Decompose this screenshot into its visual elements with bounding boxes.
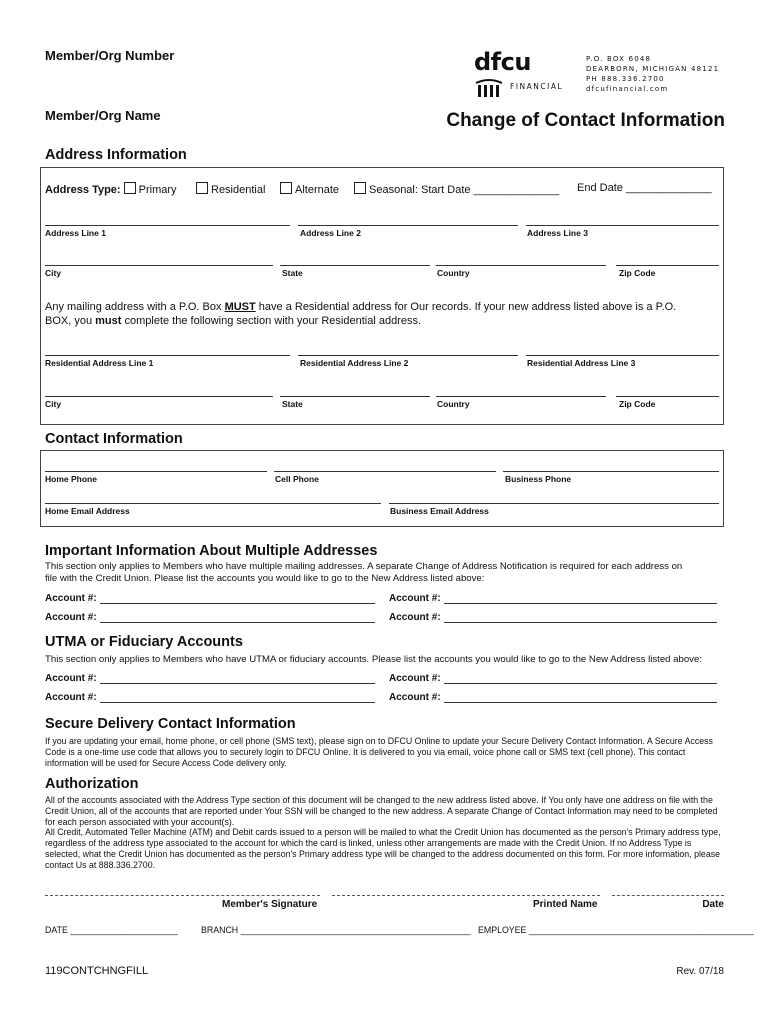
utma-account-3-input[interactable] [100, 702, 375, 703]
office-branch-field[interactable]: BRANCH _______________________________________________ [201, 925, 471, 935]
country-input[interactable] [436, 265, 606, 266]
country-label: Country [437, 268, 470, 278]
address-line-3-label: Address Line 3 [527, 228, 588, 238]
alternate-checkbox[interactable] [280, 182, 292, 194]
form-title: Change of Contact Information [446, 110, 725, 131]
home-phone-label: Home Phone [45, 474, 97, 484]
residential-checkbox[interactable] [196, 182, 208, 194]
office-employee-field[interactable]: EMPLOYEE ______________________________________________ [478, 925, 754, 935]
authorization-text: All of the accounts associated with the Address Type section of this document will be changed to the new address listed above. If You only have one address on file with the Credit Union, all of the accounts that are reported under Your SSN will be changed to the new address. A separate Change of Contact Information may need to be completed for each person associated with your account(s). All Credit, Automated Teller Machine (ATM) and Debit cards issued to a person will be mailed to what the Credit Union has documented as the person's Primary address type, regardless of the address type associated to the account for which the card is linked, unless other arrangements are made with the Credit Union. If no Address Type is selected, what the Credit Union has documented as the person's Primary address type will be changed to the address documented on this form. For more information, please contact Us at 888.336.2700. [45, 795, 721, 870]
utma-heading: UTMA or Fiduciary Accounts [45, 634, 243, 650]
secure-delivery-text: If you are updating your email, home phone, or cell phone (SMS text), please sign on to DFCU Online to update your Secure Delivery Contact Information. A Secure Access Code is a one-time use code that allows you to securely login to DFCU Online. It is delivered to you via email, voice phone call or SMS text (cell phone). This contact information will be used for Secure Access Code delivery only. [45, 736, 713, 768]
utma-text: This section only applies to Members who have UTMA or fiduciary accounts. Please list the accounts you would like to go to the New Address listed above: [45, 654, 702, 665]
authorization-heading: Authorization [45, 776, 139, 792]
secure-delivery-heading: Secure Delivery Contact Information [45, 716, 296, 732]
date-signature-input[interactable] [612, 895, 724, 896]
zip-input[interactable] [616, 265, 719, 266]
address-type-row: Address Type: Primary [45, 184, 177, 196]
residential-state-input[interactable] [280, 396, 430, 397]
residential-zip-input[interactable] [616, 396, 719, 397]
member-org-name-label: Member/Org Name [45, 108, 161, 123]
business-email-label: Business Email Address [390, 506, 489, 516]
multiple-account-1-input[interactable] [100, 603, 375, 604]
contact-section-box [40, 450, 724, 527]
state-label: State [282, 268, 303, 278]
home-email-label: Home Email Address [45, 506, 130, 516]
multiple-account-4-input[interactable] [444, 622, 717, 623]
utma-account-2-input[interactable] [444, 683, 717, 684]
contact-section-heading: Contact Information [45, 431, 183, 447]
residential-line-2-label: Residential Address Line 2 [300, 358, 409, 368]
business-phone-label: Business Phone [505, 474, 572, 484]
address-line-1-input[interactable] [45, 225, 290, 226]
residential-line-1-input[interactable] [45, 355, 290, 356]
business-email-input[interactable] [389, 503, 719, 504]
residential-state-label: State [282, 399, 303, 409]
primary-checkbox[interactable] [124, 182, 136, 194]
multiple-addresses-text: This section only applies to Members who have multiple mailing addresses. A separate Change of Address Notification is required for each address on file with the Credit Union. Please list the accounts you would like to go to the New Address listed above: [45, 561, 683, 584]
multiple-account-2-input[interactable] [444, 603, 717, 604]
printed-name-label: Printed Name [533, 899, 598, 910]
residential-line-3-label: Residential Address Line 3 [527, 358, 636, 368]
seasonal-start-date-field[interactable]: Seasonal: Start Date ______________ [369, 184, 560, 196]
zip-label: Zip Code [619, 268, 656, 278]
residential-line-1-label: Residential Address Line 1 [45, 358, 154, 368]
date-label: Date [702, 899, 724, 910]
city-label: City [45, 268, 62, 278]
state-input[interactable] [280, 265, 430, 266]
utma-account-4-input[interactable] [444, 702, 717, 703]
home-phone-input[interactable] [45, 471, 267, 472]
utma-account-1-input[interactable] [100, 683, 375, 684]
po-box-note: Any mailing address with a P.O. Box MUST have a Residential address for Our records. If your new address listed above is a P.O. BOX, you must complete the following section with your Residential address. [45, 301, 677, 327]
city-input[interactable] [45, 265, 273, 266]
member-signature-label: Member's Signature [222, 899, 318, 910]
member-org-number-label: Member/Org Number [45, 48, 175, 63]
address-line-1-label: Address Line 1 [45, 228, 106, 238]
residential-city-label: City [45, 399, 62, 409]
address-section-box [40, 167, 724, 425]
multiple-addresses-heading: Important Information About Multiple Addresses [45, 543, 378, 559]
printed-name-input[interactable] [332, 895, 600, 896]
member-signature-input[interactable] [45, 895, 320, 896]
business-phone-input[interactable] [503, 471, 719, 472]
columns-icon [474, 78, 504, 100]
seasonal-checkbox[interactable] [354, 182, 366, 194]
residential-country-label: Country [437, 399, 470, 409]
form-code: 119CONTCHNGFILL [45, 965, 149, 977]
cell-phone-label: Cell Phone [275, 474, 319, 484]
residential-line-2-input[interactable] [298, 355, 518, 356]
seasonal-end-date-field[interactable]: End Date ______________ [577, 182, 712, 194]
credit-union-address: P.O. BOX 6048 DEARBORN, MICHIGAN 48121 PH 888.336.2700 dfcufinancial.com [586, 55, 720, 93]
multiple-account-3-input[interactable] [100, 622, 375, 623]
address-section-heading: Address Information [45, 147, 187, 163]
residential-country-input[interactable] [436, 396, 606, 397]
cell-phone-input[interactable] [274, 471, 496, 472]
residential-city-input[interactable] [45, 396, 273, 397]
home-email-input[interactable] [45, 503, 381, 504]
residential-zip-label: Zip Code [619, 399, 656, 409]
residential-line-3-input[interactable] [526, 355, 719, 356]
address-line-2-input[interactable] [298, 225, 518, 226]
revision-date: Rev. 07/18 [676, 966, 724, 977]
address-line-2-label: Address Line 2 [300, 228, 361, 238]
address-line-3-input[interactable] [526, 225, 719, 226]
dfcu-logo: dfcu FINANCIAL [474, 48, 574, 104]
office-date-field[interactable]: DATE ______________________ [45, 925, 178, 935]
